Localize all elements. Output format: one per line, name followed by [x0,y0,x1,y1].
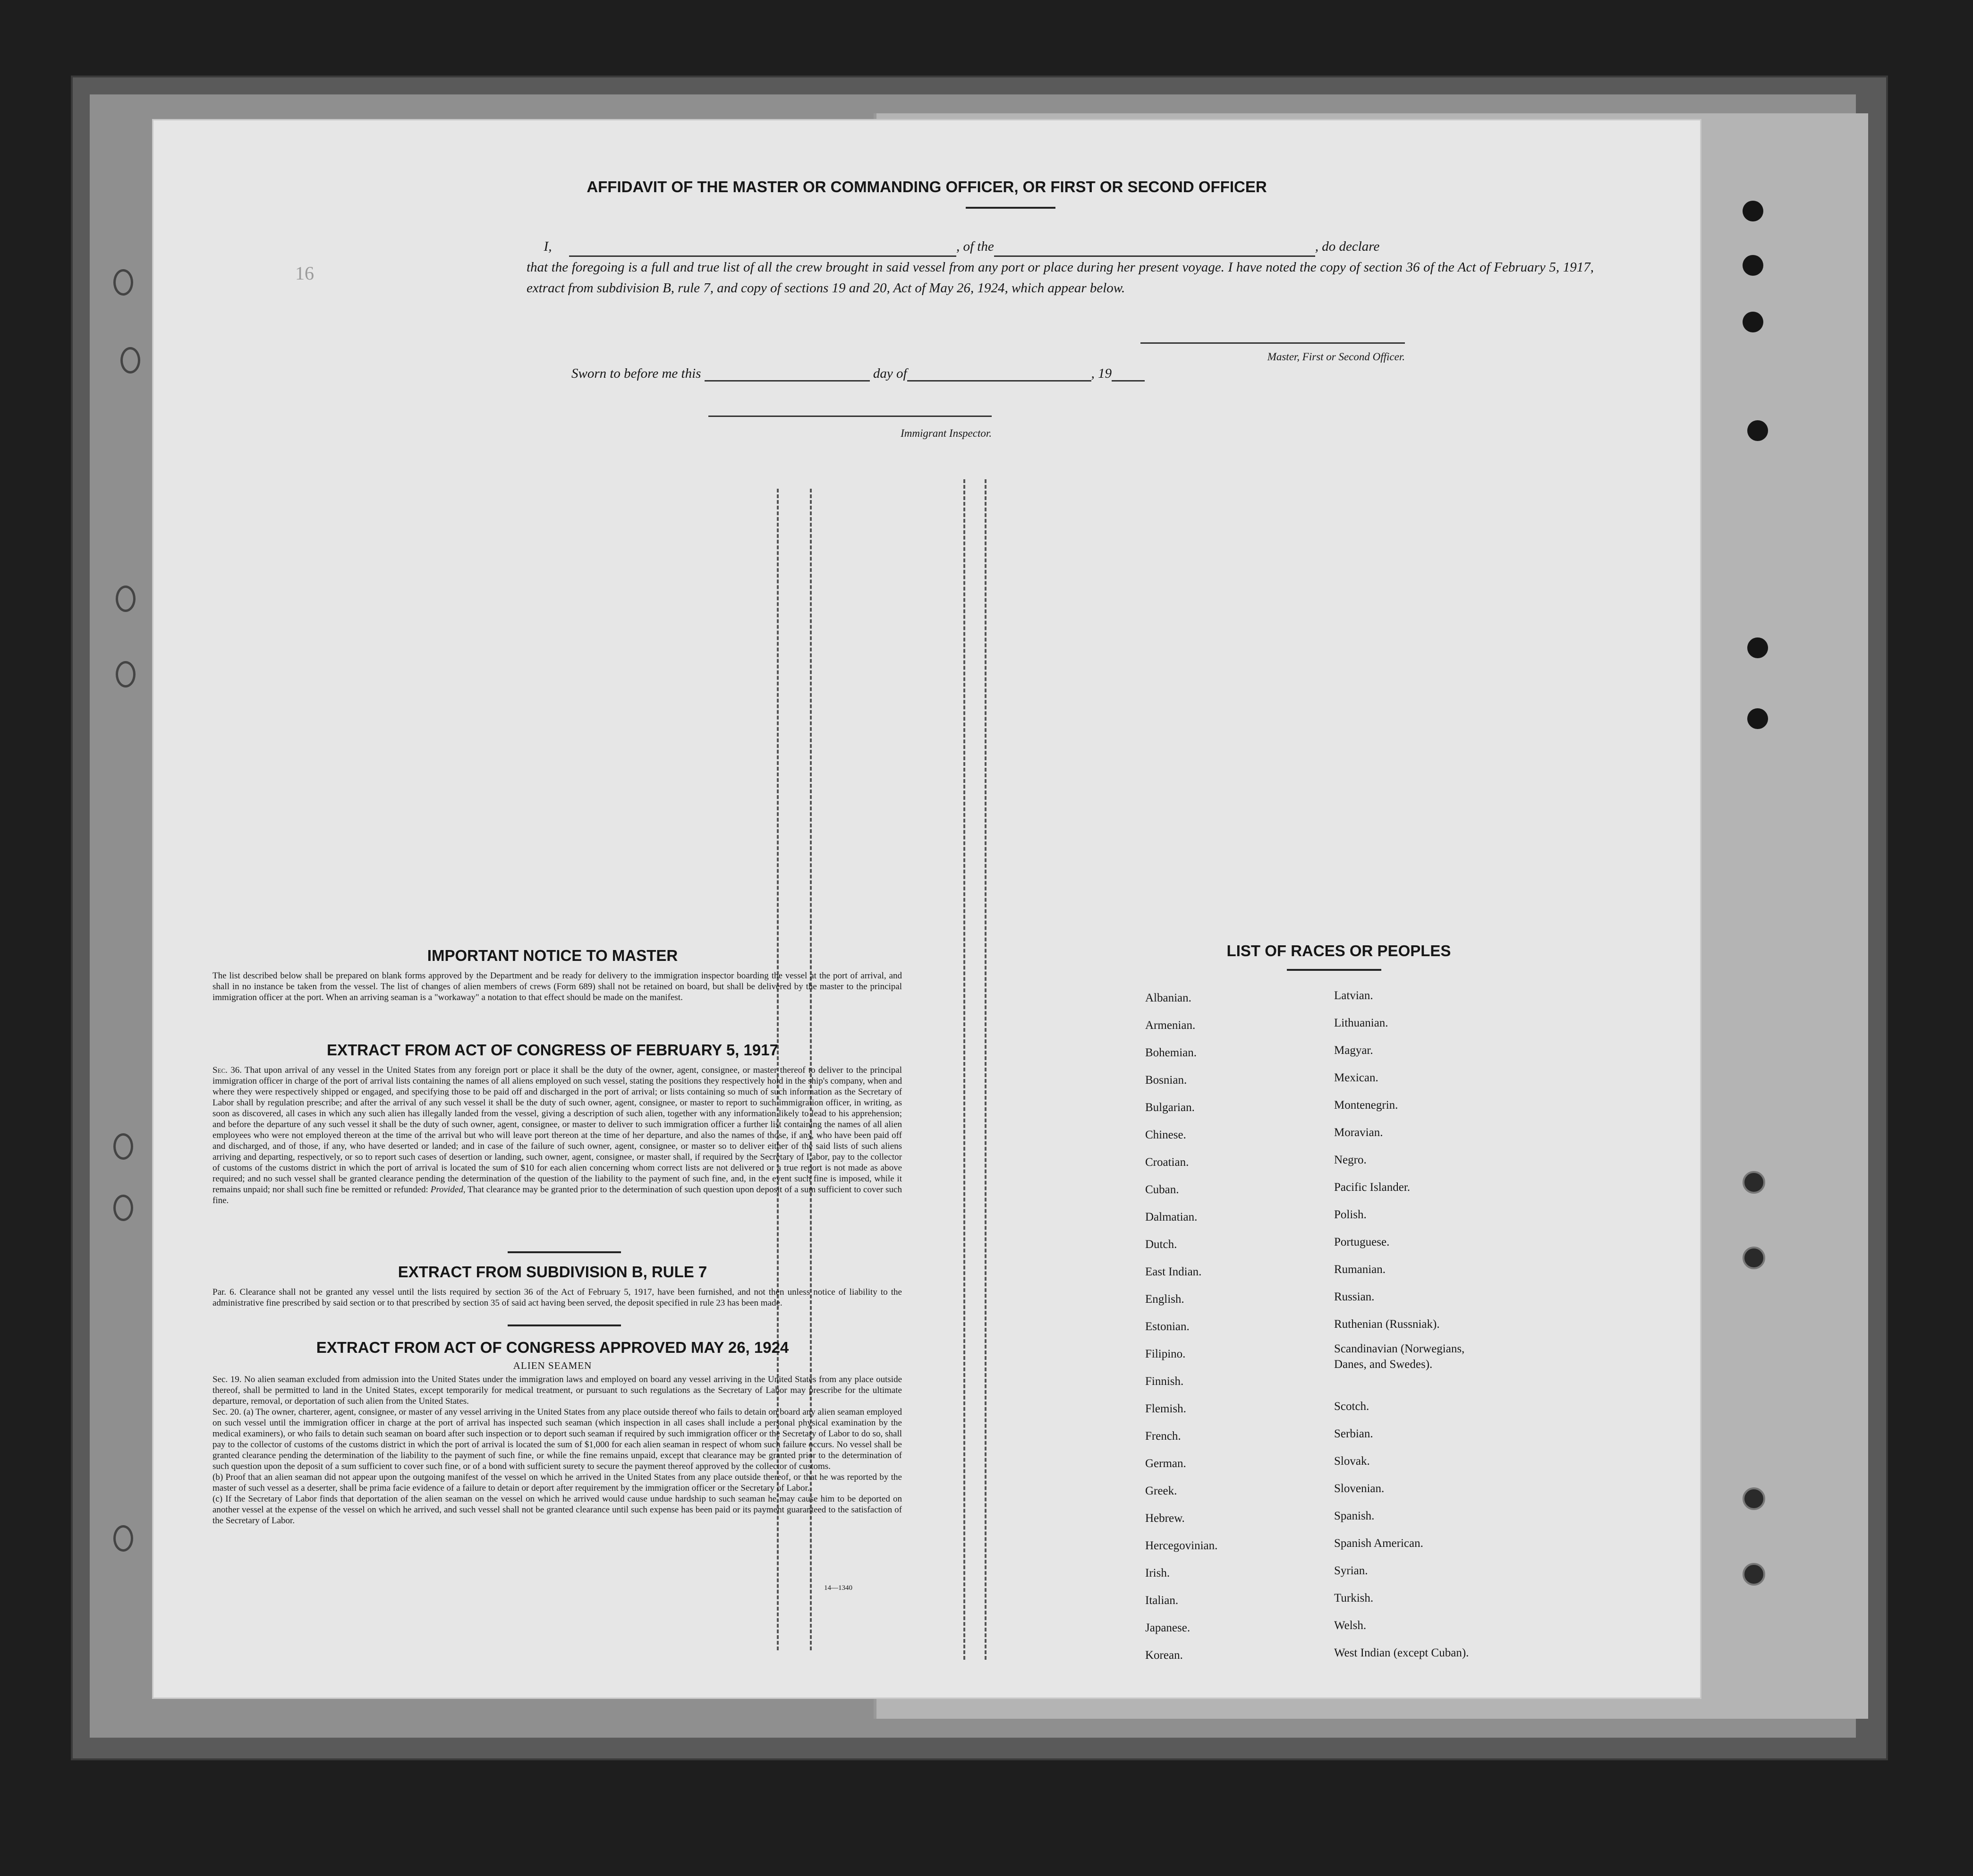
race-item: Spanish. [1334,1510,1375,1522]
binder-ring-icon [116,661,136,688]
binder-ring-icon [113,1133,133,1160]
punch-hole-icon [1747,420,1768,441]
section-20c-text: (c) If the Secretary of Labor finds that deportation of the alien seaman on the vessel on which he arrived would cause undue hardship to such seaman he may cause him to be deported on another vessel at the expense of the vessel on which he arrived, and such vessel shall not be granted clearance until such expense has been paid or its payment guaranteed to the satisfaction of the Secretary of Labor. [213,1494,902,1526]
race-item: Albanian. [1145,992,1191,1004]
race-item: Bulgarian. [1145,1101,1195,1114]
punch-hole-icon [1747,637,1768,658]
section-36-body: That upon arrival of any vessel in the United States from any foreign port or place it shall be the duty of the owner, agent, consignee, or master thereof to deliver to the principal immigration officer in charge of the port of arrival lists containing the names of all aliens employed on such vessel, stating the positions they respectively hold in the ship's company, when and where they were respectively shipped or engaged, and specifying those to be paid off and discharged in the port of arrival; or lists containing so much of such information as the Secretary of Labor shall by regulation prescribe; and after the arrival of any such vessel it shall be the duty of such owner, agent, consignee, or master to report to such immigration officer, in writing, as soon as discovered, all cases in which any such alien has illegally landed from the vessel, giving a description of such alien, together with any information likely to lead to his apprehension; and before the departure of any such vessel it shall be the duty of such owner, agent, consignee, or master to deliver to such immigration officer a further list containing the names of all alien employees who were not employed thereon at the time of the arrival but who will leave port thereon at the time of her departure, and also the names of those, if any, who have been paid off and discharged, and of those, if any, who have deserted or landed; and in case of the failure of such owner, agent, consignee, or master so to deliver either of the said lists of such aliens arriving and departing, respectively, or so to report such cases of desertion or landing, such owner, agent, consignee, or master shall, if required by the Secretary of Labor, pay to the collector of customs of the customs district in which the port of arrival is located the sum of $10 for each alien concerning whom correct lists are not delivered or a true report is not made as above required; and no such vessel shall be granted clearance pending the determination of the question of the liability to the payment of such fine, and, in the event such fine is imposed, while it remains unpaid; nor shall such fine be remitted or refunded: [213,1065,902,1195]
race-item: Filipino. [1145,1348,1186,1360]
proviso-label: Provided, [430,1185,466,1195]
races-column-2 [1334,982,1532,1667]
master-caption: Master, First or Second Officer. [1267,351,1405,363]
race-item: Scotch. [1334,1400,1369,1413]
race-item: Montenegrin. [1334,1099,1398,1112]
binder-ring-icon [116,586,136,612]
race-item: Korean. [1145,1649,1183,1662]
race-item: Portuguese. [1334,1236,1390,1248]
alien-seamen-subtitle: ALIEN SEAMEN [513,1360,592,1371]
binder-ring-icon [113,269,133,296]
title-rule [966,207,1055,209]
punch-hole-icon [1747,708,1768,729]
fold-guide [985,479,986,1660]
extract-1917-title: EXTRACT FROM ACT OF CONGRESS OF FEBRUARY 5, 1917 [327,1041,778,1059]
races-title: LIST OF RACES OR PEOPLES [1226,942,1451,959]
race-item: Finnish. [1145,1375,1184,1388]
punch-hole-icon [1743,201,1763,221]
race-item: Moravian. [1334,1126,1383,1139]
race-item: Croatian. [1145,1156,1189,1169]
margin-mark: 16 [295,263,314,284]
day-of-text: day of [873,366,907,381]
race-item: Greek. [1145,1485,1177,1497]
races-title-rule [1287,969,1381,971]
race-item: Lithuanian. [1334,1017,1388,1029]
race-item: Welsh. [1334,1619,1367,1632]
race-item: Polish. [1334,1208,1367,1221]
race-item: Irish. [1145,1567,1170,1579]
race-item: Turkish. [1334,1592,1374,1604]
binder-ring-icon [113,1525,133,1552]
race-item: Armenian. [1145,1019,1196,1032]
race-item: Russian. [1334,1290,1375,1303]
section-rule [508,1251,621,1253]
race-item: Spanish American. [1334,1537,1423,1550]
inspector-caption: Immigrant Inspector. [901,427,992,439]
fold-guide [963,479,965,1660]
notice-title: IMPORTANT NOTICE TO MASTER [427,947,678,964]
race-item: Estonian. [1145,1320,1190,1333]
race-item: Bohemian. [1145,1046,1197,1059]
punch-hole-icon [1743,312,1763,332]
inspector-signature-line [708,416,992,417]
race-item: Slovenian. [1334,1482,1385,1495]
affidavit-declaration [527,236,1594,298]
race-item: Bosnian. [1145,1074,1187,1087]
race-item: German. [1145,1457,1186,1470]
section-19-text: Sec. 19. No alien seaman excluded from admission into the United States under the immigration laws and employed on board any vessel arriving in the United States from any place outside thereof, shall be permitted to land in the United States, except temporarily for medical treatment, or pursuant to such regulations as the Secretary of Labor may prescribe for the ultimate departure, removal, or deportation of such alien from the United States. [213,1375,902,1406]
race-item: Italian. [1145,1594,1179,1607]
race-item: Dalmatian. [1145,1211,1198,1223]
race-item: Latvian. [1334,989,1373,1002]
section-20a-text: Sec. 20. (a) The owner, charterer, agent, consignee, or master of any vessel arriving in the United States from any place outside thereof who fails to detain on board any alien seaman employed on such vessel until the immigration officer in charge at the port of arrival has inspected such seaman (which inspection in all cases shall include a personal physical examination by the medical examiners), or who fails to detain such seaman on board after such inspection or to deport such seaman if required by such immigration officer or the Secretary of Labor to do so, shall pay to the collector of customs of the customs district in which the port of arrival is located the sum of $1,000 for each alien seaman in respect of whom such failure occurs. No vessel shall be granted clearance pending the determination of the liability to the payment of such fine, or while the fine remains unpaid, except that clearance may be granted prior to the determination of such question upon the deposit of a sum sufficient to cover such fine, or of a bond with sufficient surety to secure the payment thereof approved by the collector of customs. [213,1407,902,1471]
extract-1924-text [213,1374,902,1526]
race-item: Magyar. [1334,1044,1373,1057]
extract-rule7-text: Par. 6. Clearance shall not be granted any vessel until the lists required by section 36 of the Act of February 5, 1917, have been furnished, and not then unless notice of liability to the administrative fine prescribed by said section or to that prescribed by section 35 of said act having been served, the deposit specified in rule 23 has been made. [213,1287,902,1308]
notice-text: The list described below shall be prepared on blank forms approved by the Department and be ready for delivery to the immigration inspector boarding the vessel at the port of arrival, and shall in no instance be taken from the vessel. The list of changes of alien members of crews (Form 689) shall not be retained on board, but shall be delivered by the master to the principal immigration officer at the port. When an arriving seaman is a "workaway" a notation to that effect should be made on the manifest. [213,971,902,1002]
race-item: Cuban. [1145,1183,1179,1196]
race-item: Scandinavian (Norwegians, Danes, and Swedes). [1334,1342,1465,1371]
race-item: French. [1145,1430,1181,1443]
race-item: Dutch. [1145,1238,1177,1251]
section-36-proviso: That clearance may be granted prior to the determination of such question upon deposit of a sum sufficient to cover such fine. [213,1185,902,1205]
extract-1924-title: EXTRACT FROM ACT OF CONGRESS APPROVED MAY 26, 1924 [316,1339,789,1356]
form-number: 14—1340 [824,1584,852,1592]
declare-text: , do declare [1315,239,1380,254]
race-item: West Indian (except Cuban). [1334,1647,1469,1659]
punch-hole-icon [1743,1563,1765,1586]
vessel-prefix: , of the [956,239,994,254]
race-item: Ruthenian (Russniak). [1334,1318,1440,1331]
race-item: Negro. [1334,1154,1367,1166]
extract-1917-text [213,1065,902,1206]
sworn-year-line [1112,380,1145,382]
affidavit-title: AFFIDAVIT OF THE MASTER OR COMMANDING OFFICER, OR FIRST OR SECOND OFFICER [587,178,1267,195]
race-item: East Indian. [1145,1265,1202,1278]
sworn-month-line [907,380,1091,382]
sworn-line [571,366,1145,382]
race-item: English. [1145,1293,1184,1306]
affidavit-body: that the foregoing is a full and true list of all the crew brought in said vessel from any port or place during her present voyage. I have noted the copy of section 36 of the Act of February 5, 1917, extract from subdivision B, rule 7, and copy of sections 19 and 20, Act of May 26, 1924, which appear below. [527,260,1594,296]
race-item: Pacific Islander. [1334,1181,1411,1194]
punch-hole-icon [1743,255,1763,276]
punch-hole-icon [1743,1171,1765,1194]
section-20b-text: (b) Proof that an alien seaman did not appear upon the outgoing manifest of the vessel on which he arrived in the United States from any place outside thereof, or that he was reported by the master of such vessel as a deserter, shall be prima facie evidence of a failure to detain or deport after requirement by the immigration officer or the Secretary of Labor. [213,1472,902,1493]
year-text: , 19 [1091,366,1112,381]
section-label: Sec. 36. [213,1065,242,1075]
race-item: Serbian. [1334,1427,1373,1440]
race-item: Flemish. [1145,1402,1186,1415]
race-item: Mexican. [1334,1071,1378,1084]
section-rule [508,1324,621,1326]
punch-hole-icon [1743,1247,1765,1269]
punch-hole-icon [1743,1487,1765,1510]
race-item: Rumanian. [1334,1263,1386,1276]
sworn-text: Sworn to before me this [571,366,701,381]
race-item: Chinese. [1145,1129,1186,1141]
race-item: Syrian. [1334,1564,1368,1577]
race-item: Slovak. [1334,1455,1370,1468]
master-signature-line [1140,342,1405,344]
binder-ring-icon [113,1195,133,1221]
extract-rule7-title: EXTRACT FROM SUBDIVISION B, RULE 7 [398,1263,707,1281]
sworn-date-line [705,380,870,382]
binder-ring-icon [120,347,140,374]
race-item: Japanese. [1145,1621,1191,1634]
race-item: Hebrew. [1145,1512,1185,1525]
race-item: Hercegovinian. [1145,1539,1218,1552]
declarant-prefix: I, [544,239,552,254]
affidavit-form-page [153,120,1700,1698]
races-column-1 [1145,985,1325,1669]
